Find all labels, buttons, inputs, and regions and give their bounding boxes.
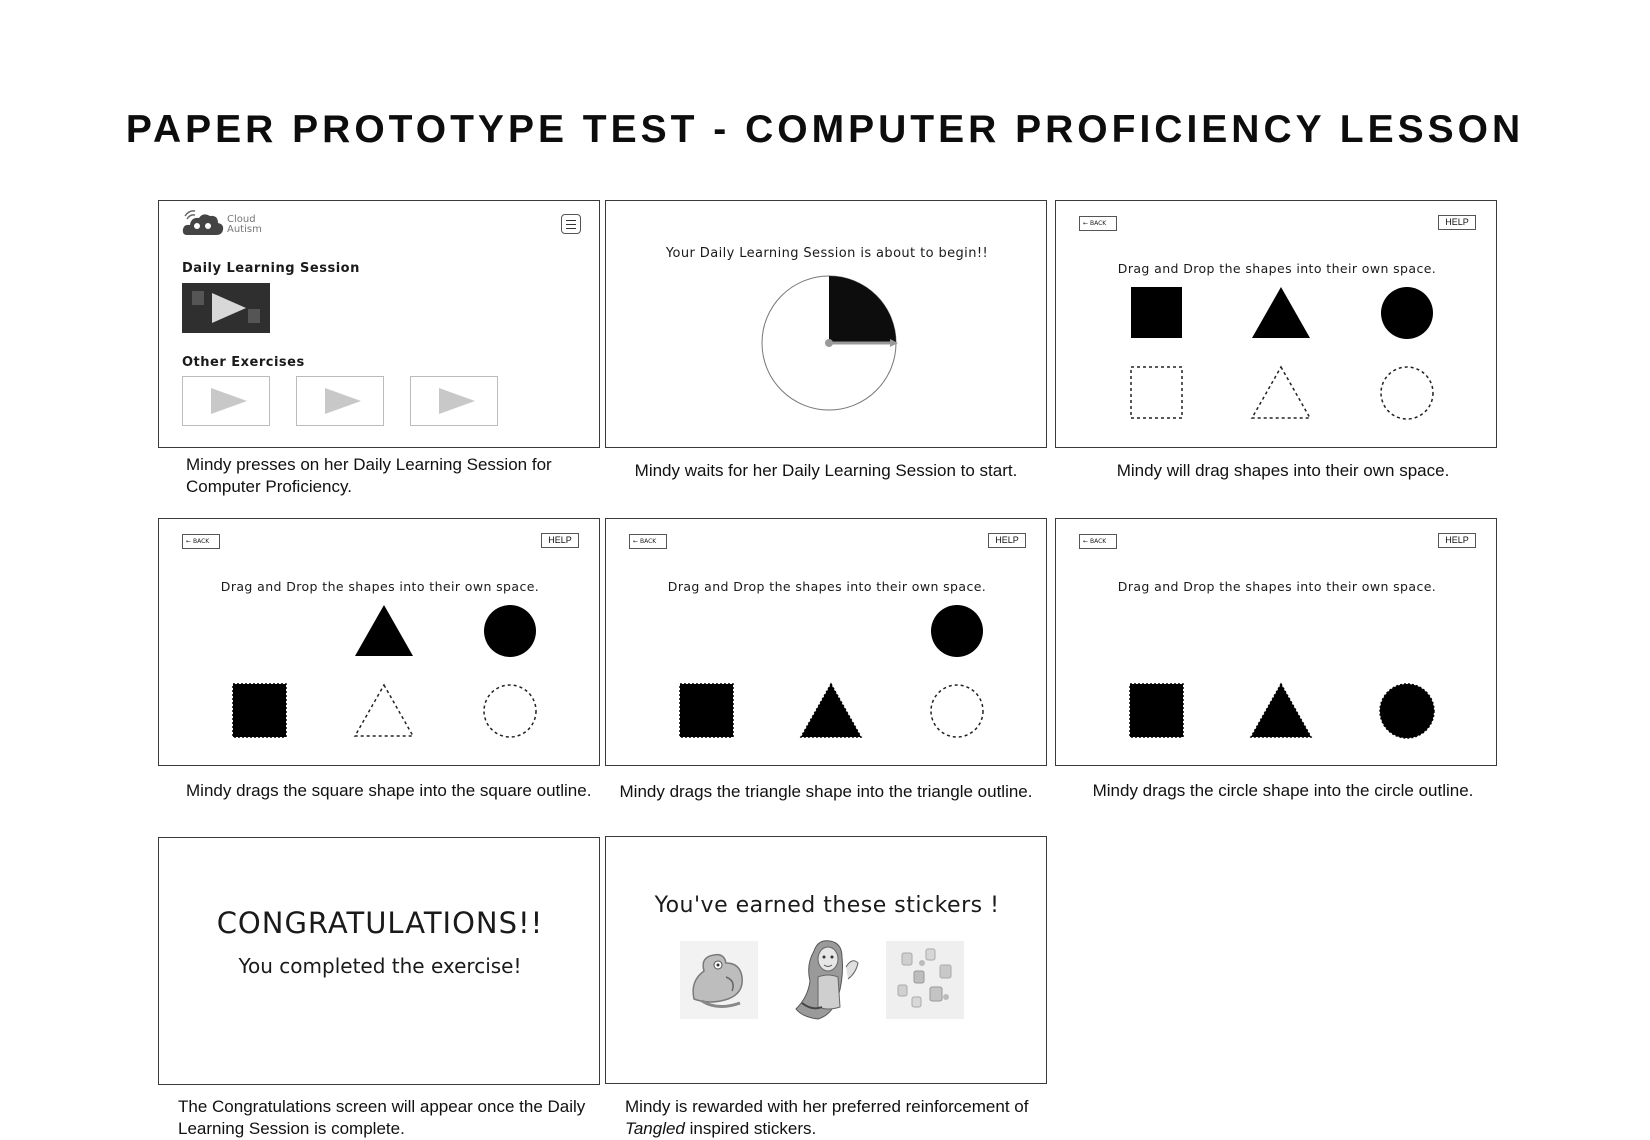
- frame-home-screen: [158, 200, 600, 448]
- circle-shape[interactable]: [931, 605, 983, 657]
- frame-stickers-reward: [605, 836, 1047, 1084]
- timer-progress-sector: [829, 276, 896, 343]
- help-button[interactable]: HELP: [988, 533, 1026, 548]
- caption-8-suffix: inspired stickers.: [689, 1119, 817, 1138]
- triangle-shape[interactable]: [355, 605, 413, 656]
- frame-triangle-placed: [605, 518, 1047, 766]
- lantern-sticker[interactable]: [886, 941, 964, 1019]
- caption-8-text: Mindy is rewarded with her preferred reinforcement of: [625, 1097, 1029, 1116]
- help-button[interactable]: HELP: [1438, 215, 1476, 230]
- caption-5: Mindy drags the triangle shape into the triangle outline.: [619, 782, 1033, 801]
- arrow-left-icon: ←: [1083, 220, 1089, 227]
- countdown-timer: [606, 201, 1048, 449]
- exercise-tile[interactable]: [410, 376, 498, 426]
- logo-line-2: Autism: [227, 224, 262, 235]
- hamburger-menu-icon[interactable]: [561, 214, 581, 234]
- back-label: BACK: [1089, 220, 1107, 227]
- arrow-left-icon: ←: [186, 538, 192, 545]
- caption-7: The Congratulations screen will appear once the Daily Learning Session is complete.: [178, 1097, 586, 1138]
- frame-waiting-screen: [605, 200, 1047, 448]
- rapunzel-sticker[interactable]: [788, 937, 866, 1021]
- triangle-shape[interactable]: [1252, 287, 1310, 338]
- drag-instruction: Drag and Drop the shapes into their own space.: [220, 579, 540, 594]
- shape-board: [1056, 519, 1498, 767]
- daily-session-play-button[interactable]: [182, 283, 270, 333]
- caption-3: Mindy will drag shapes into their own space.: [1116, 461, 1450, 480]
- circle-shape[interactable]: [1381, 287, 1433, 339]
- shape-board: [159, 519, 601, 767]
- circle-shape-placed[interactable]: [1380, 684, 1434, 738]
- caption-8: [625, 1096, 1045, 1140]
- exercise-tile[interactable]: [296, 376, 384, 426]
- circle-outline: [931, 685, 983, 737]
- square-shape-placed[interactable]: [680, 684, 733, 737]
- square-outline: [1131, 367, 1182, 418]
- circle-shape[interactable]: [484, 605, 536, 657]
- play-icon: [297, 377, 383, 425]
- page-title: PAPER PROTOTYPE TEST - COMPUTER PROFICIENCY LESSON: [125, 108, 1525, 151]
- square-shape-placed[interactable]: [233, 684, 286, 737]
- logo-line-1: Cloud: [227, 214, 256, 225]
- waiting-message: Your Daily Learning Session is about to begin!!: [665, 246, 989, 261]
- triangle-shape-placed[interactable]: [801, 684, 861, 737]
- frame-congratulations: [158, 837, 600, 1085]
- congrats-subline: You completed the exercise!: [238, 954, 522, 978]
- triangle-outline: [1252, 367, 1310, 418]
- help-button[interactable]: HELP: [541, 533, 579, 548]
- daily-session-label: Daily Learning Session: [182, 261, 360, 276]
- drag-instruction: Drag and Drop the shapes into their own space.: [1117, 579, 1437, 594]
- circle-outline: [484, 685, 536, 737]
- frame-shapes-start: [1055, 200, 1497, 448]
- square-shape-placed[interactable]: [1130, 684, 1183, 737]
- chameleon-sticker[interactable]: [680, 941, 758, 1019]
- drag-instruction: Drag and Drop the shapes into their own space.: [667, 579, 987, 594]
- triangle-shape-placed[interactable]: [1251, 684, 1311, 737]
- play-icon: [411, 377, 497, 425]
- frame-square-placed: [158, 518, 600, 766]
- stickers-headline: You've earned these stickers !: [654, 893, 1000, 918]
- caption-1: Mindy presses on her Daily Learning Session for Computer Proficiency.: [186, 455, 552, 496]
- back-label: BACK: [192, 538, 210, 545]
- back-label: BACK: [639, 538, 657, 545]
- help-button[interactable]: HELP: [1438, 533, 1476, 548]
- caption-2: Mindy waits for her Daily Learning Session to start.: [634, 461, 1018, 480]
- shape-board: [606, 519, 1048, 767]
- arrow-left-icon: ←: [1083, 538, 1089, 545]
- play-icon: [182, 283, 270, 333]
- drag-instruction: Drag and Drop the shapes into their own space.: [1117, 261, 1437, 276]
- arrow-left-icon: ←: [633, 538, 639, 545]
- caption-8-italic: Tangled: [625, 1119, 685, 1138]
- square-shape[interactable]: [1131, 287, 1182, 338]
- shape-board: [1056, 201, 1498, 449]
- congrats-headline: CONGRATULATIONS!!: [216, 906, 544, 940]
- caption-6: Mindy drags the circle shape into the circle outline.: [1092, 781, 1474, 800]
- cloud-autism-logo-icon: [181, 207, 225, 241]
- triangle-outline: [355, 685, 413, 736]
- play-icon: [183, 377, 269, 425]
- caption-4: Mindy drags the square shape into the square outline.: [186, 781, 592, 800]
- logo-wordmark: [227, 215, 262, 235]
- frame-circle-placed: [1055, 518, 1497, 766]
- circle-outline: [1381, 367, 1433, 419]
- exercise-tile[interactable]: [182, 376, 270, 426]
- other-exercises-label: Other Exercises: [182, 355, 305, 370]
- back-label: BACK: [1089, 538, 1107, 545]
